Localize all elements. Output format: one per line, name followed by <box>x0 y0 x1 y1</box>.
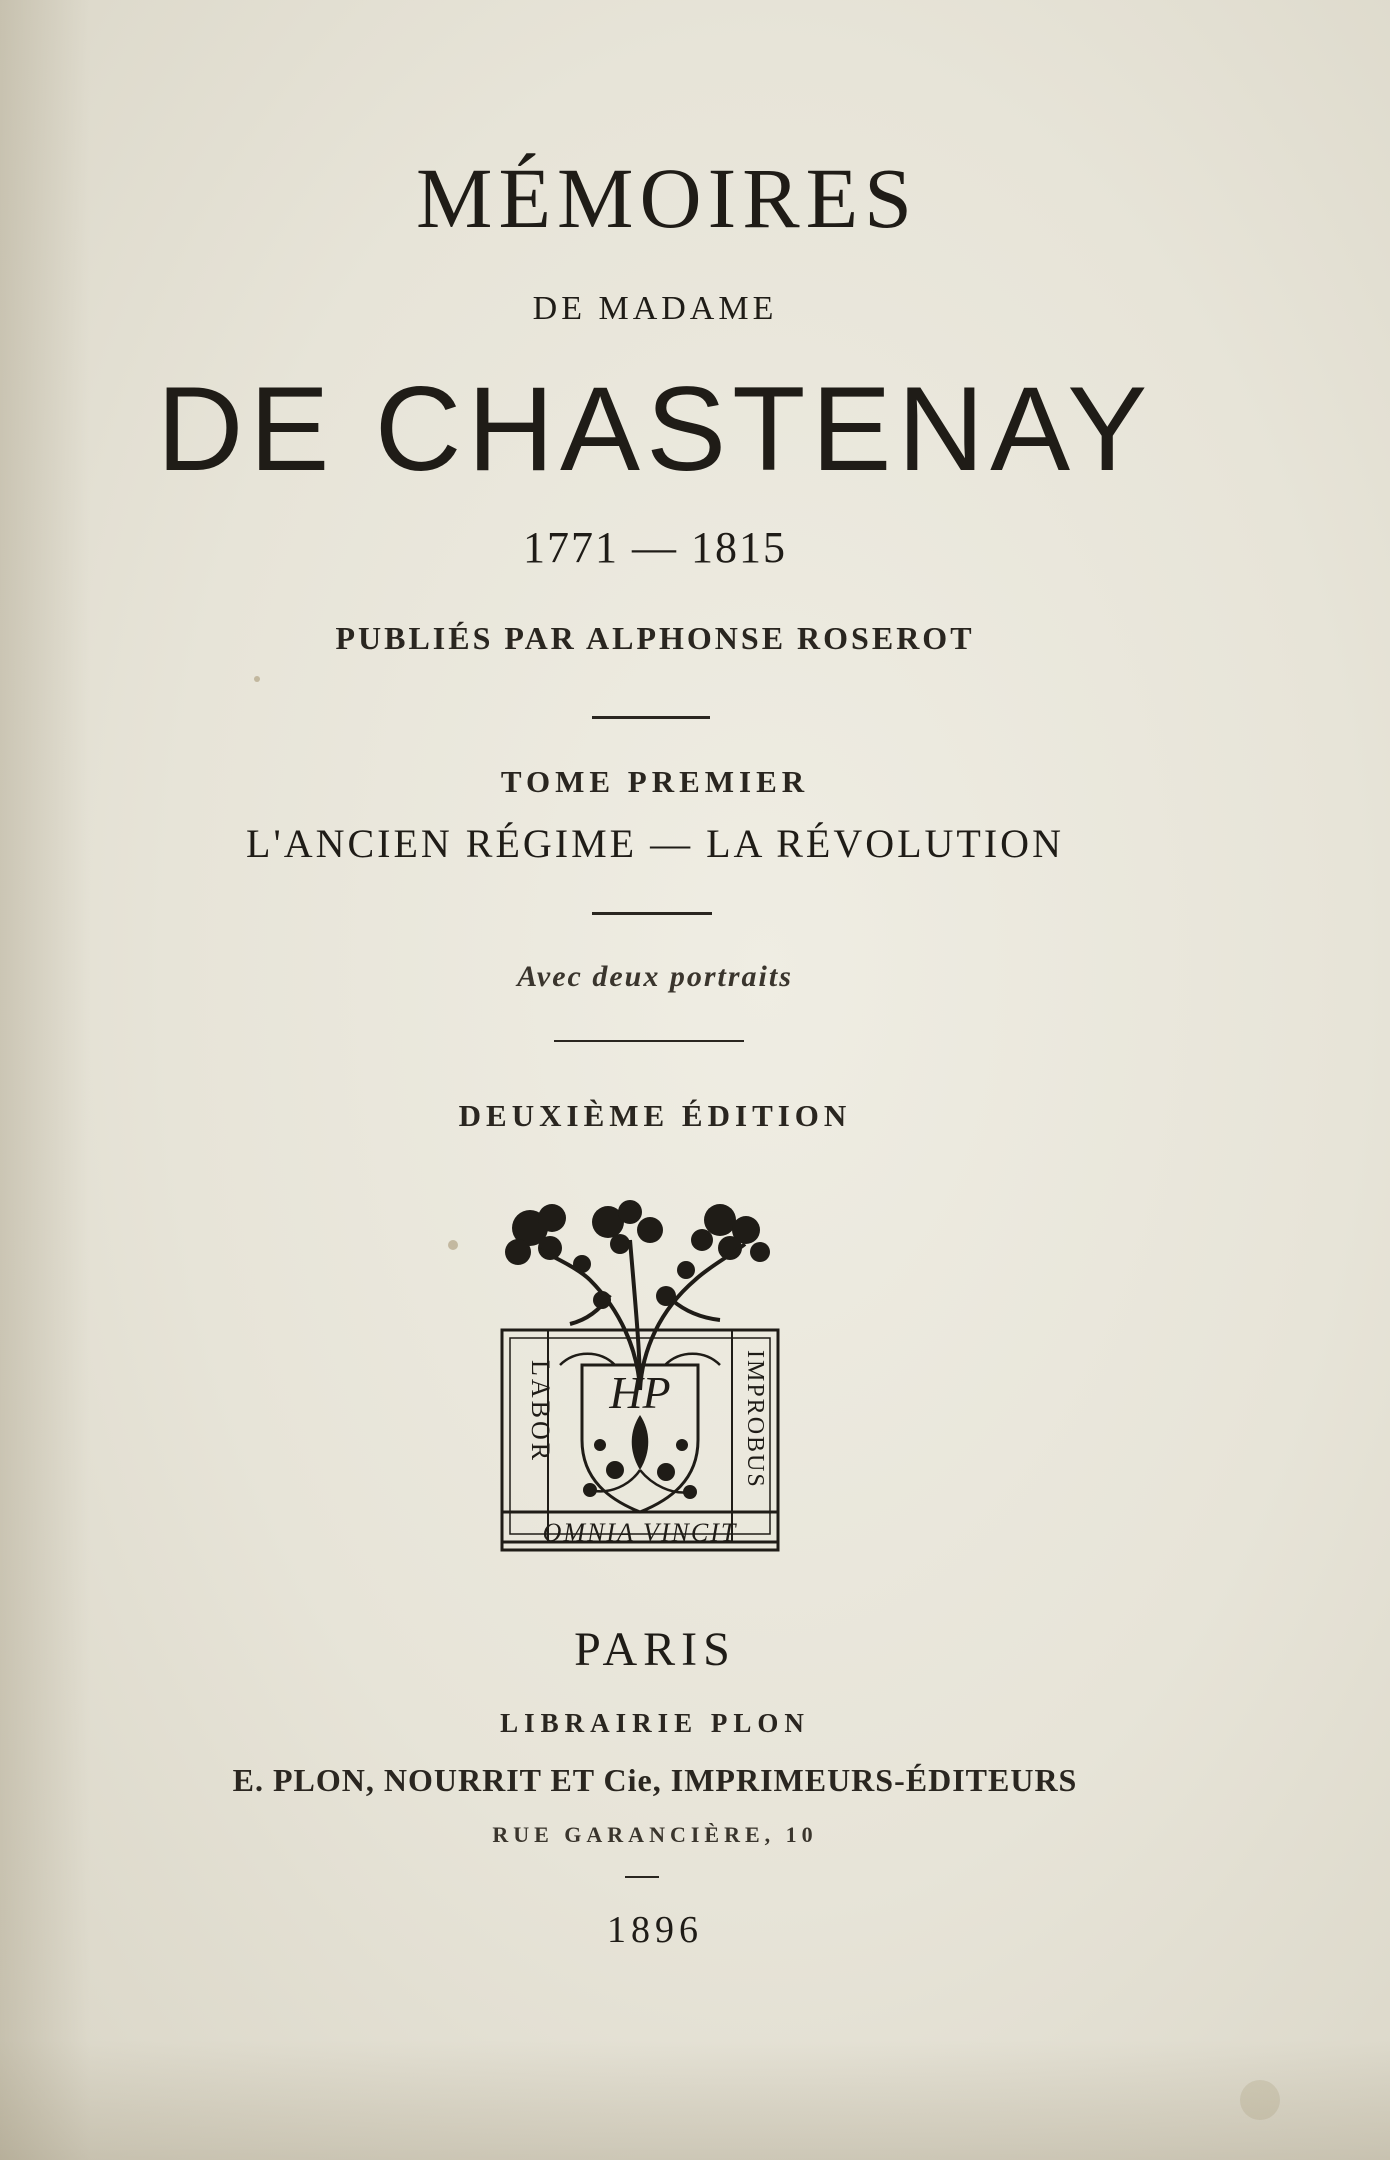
imprint-publisher: LIBRAIRIE PLON <box>500 1708 810 1738</box>
book-subtitle: DE MADAME <box>532 290 778 327</box>
paper-foxing-spot <box>254 676 260 682</box>
printers-device-emblem <box>490 1200 790 1570</box>
volume-title: L'ANCIEN RÉGIME — LA RÉVOLUTION <box>246 821 1064 866</box>
date-range: 1771 — 1815 <box>523 523 787 572</box>
device-monogram: HP <box>609 1367 671 1418</box>
device-motto-bottom: OMNIA VINCIT <box>542 1518 738 1547</box>
paper-foxing-spot <box>448 1240 458 1250</box>
imprint-address: RUE GARANCIÈRE, 10 <box>492 1822 818 1847</box>
device-motto-left: LABOR <box>526 1360 555 1464</box>
illustrations-note: Avec deux portraits <box>517 960 793 993</box>
divider-rule <box>554 1040 744 1042</box>
author-name: DE CHASTENAY <box>156 362 1154 496</box>
divider-rule <box>592 716 710 719</box>
book-title: MÉMOIRES <box>416 150 918 246</box>
editor-credit: PUBLIÉS PAR ALPHONSE ROSEROT <box>335 620 975 656</box>
edition-statement: DEUXIÈME ÉDITION <box>458 1098 852 1133</box>
imprint-city: PARIS <box>574 1623 736 1676</box>
divider-rule <box>625 1876 659 1878</box>
imprint-year: 1896 <box>607 1909 703 1951</box>
device-motto-right: IMPROBUS <box>742 1350 768 1489</box>
divider-rule <box>592 912 712 915</box>
paper-foxing-spot <box>1240 2080 1280 2120</box>
imprint-printers: E. PLON, NOURRIT ET Cie, IMPRIMEURS-ÉDITEURS <box>232 1762 1078 1798</box>
volume-number: TOME PREMIER <box>500 764 810 799</box>
